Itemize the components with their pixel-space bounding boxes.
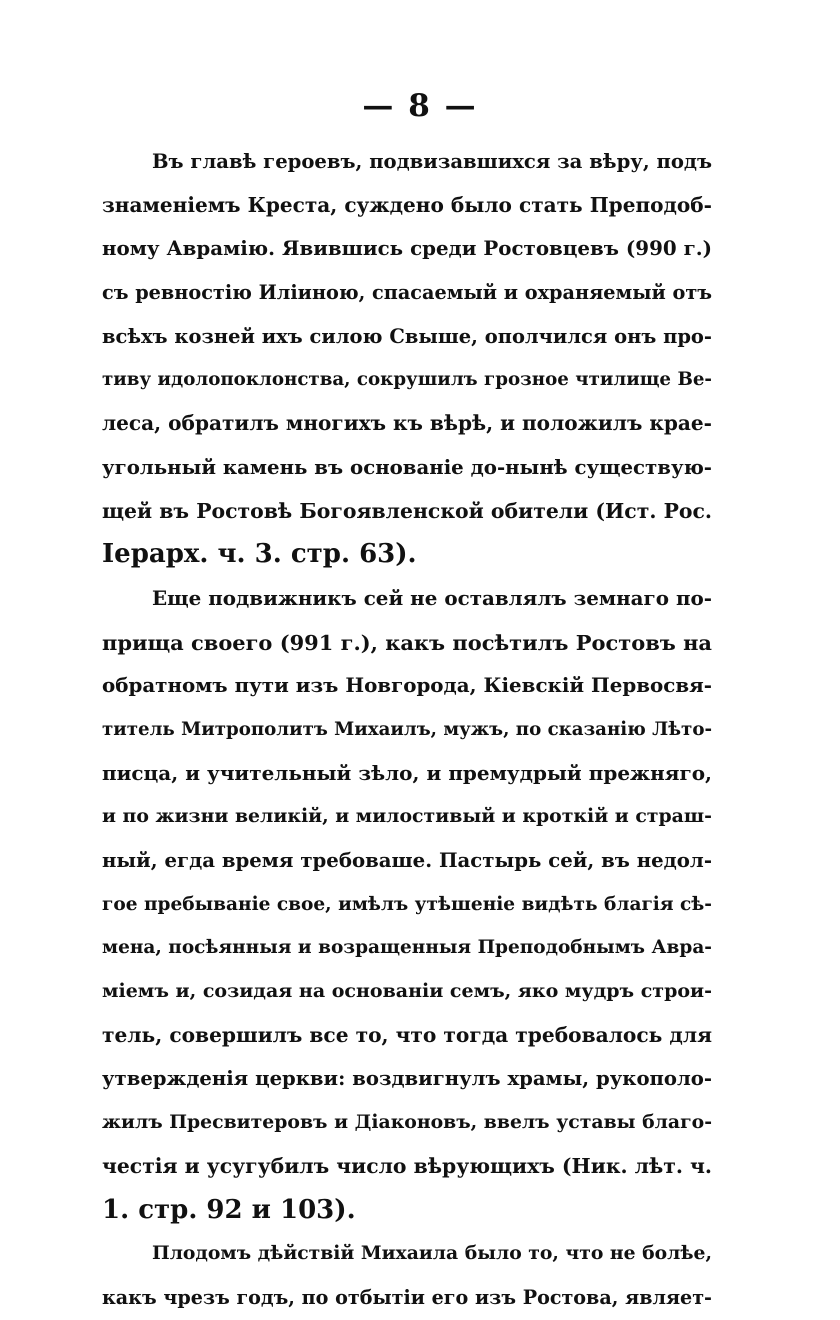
- text-line: утвержденія церкви: воздвигнулъ храмы, рукополо-: [102, 1067, 712, 1091]
- text-line: и по жизни великій, и милостивый и кроткій и страш-: [102, 805, 712, 828]
- text-line: 1. стр. 92 и 103).: [102, 1194, 356, 1225]
- text-line: тель, совершилъ все то, что тогда требовалось для: [102, 1022, 712, 1047]
- text-line: прища своего (991 г.), какъ посѣтилъ Ростовъ на: [102, 629, 712, 655]
- text-line: какъ чрезъ годъ, по отбытіи его изъ Ростова, являет-: [102, 1285, 712, 1309]
- text-line: Іерарх. ч. 3. стр. 63).: [102, 539, 417, 570]
- text-line: Въ главѣ героевъ, подвизавшихся за вѣру, подъ: [152, 150, 712, 173]
- text-line: міемъ и, созидая на основаніи семъ, яко мудръ строи-: [102, 980, 712, 1003]
- text-line: угольный камень въ основаніе до-нынѣ существую-: [102, 454, 712, 479]
- text-line: съ ревностію Иліиною, спасаемый и охраняемый отъ: [102, 281, 712, 305]
- text-line: гое пребываніе свое, имѣлъ утѣшеніе видѣть благія сѣ-: [102, 893, 712, 915]
- text-line: мена, посѣянныя и возращенныя Преподобнымъ Авра-: [102, 937, 712, 959]
- text-line: обратномъ пути изъ Новгорода, Кіевскій Первосвя-: [102, 673, 712, 698]
- text-line: щей въ Ростовѣ Богоявленской обители (Ист. Рос.: [102, 498, 712, 523]
- text-line: Еще подвижникъ сей не оставлялъ земнаго по-: [152, 585, 712, 610]
- text-line: ный, егда время требоваше. Пастырь сей, въ недол-: [102, 849, 712, 872]
- text-line: Плодомъ дѣйствій Михаила было то, что не болѣе,: [152, 1242, 712, 1265]
- body-text: [102, 140, 712, 1320]
- text-line: тиву идолопоклонства, сокрушилъ грозное чтилище Ве-: [102, 369, 712, 391]
- text-line: леса, обратилъ многихъ къ вѣрѣ, и положилъ крае-: [102, 411, 712, 436]
- text-line: знаменіемъ Креста, суждено было стать Преподоб-: [102, 192, 712, 217]
- text-line: писца, и учительный зѣло, и премудрый прежняго,: [102, 760, 712, 785]
- text-line: честія и усугубилъ число вѣрующихъ (Ник. лѣт. ч.: [102, 1153, 712, 1178]
- text-line: всѣхъ козней ихъ силою Свыше, ополчился онъ про-: [102, 324, 712, 348]
- text-line: ному Аврамію. Явившись среди Ростовцевъ (990 г.): [102, 236, 712, 261]
- text-line: титель Митрополитъ Михаилъ, мужъ, по сказанію Лѣто-: [102, 718, 712, 740]
- page-number: — 8 —: [362, 88, 478, 124]
- text-line: жилъ Пресвитеровъ и Діаконовъ, ввелъ уставы благо-: [102, 1111, 712, 1134]
